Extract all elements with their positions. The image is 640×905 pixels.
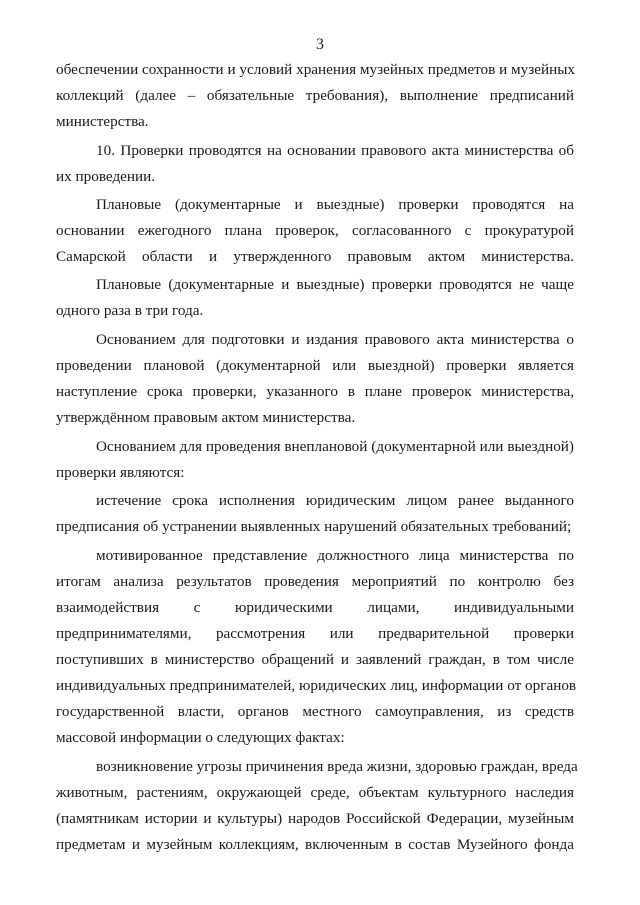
page-number: 3: [316, 36, 324, 53]
text-line: министерства.: [56, 113, 149, 130]
text-line: наступление срока проверки, указанного в плане проверок министерства,: [56, 383, 574, 400]
text-line: индивидуальных предпринимателей, юридических лиц, информации от органов: [56, 677, 577, 694]
text-line: проверки являются:: [56, 464, 185, 481]
text-line: утверждённом правовым актом министерства.: [56, 409, 356, 426]
text-line: взаимодействия с юридическими лицами, индивидуальными: [56, 599, 574, 616]
text-line: истечение срока исполнения юридическим лицом ранее выданного: [96, 492, 574, 509]
text-line: Самарской области и утвержденного правовым актом министерства.: [56, 248, 574, 265]
text-line: массовой информации о следующих фактах:: [56, 729, 345, 746]
text-line: Плановые (документарные и выездные) проверки проводятся на: [96, 196, 574, 213]
text-line: предписания об устранении выявленных нарушений обязательных требований;: [56, 518, 572, 535]
text-line: Плановые (документарные и выездные) проверки проводятся не чаще: [96, 276, 574, 293]
text-line: 10. Проверки проводятся на основании правового акта министерства об: [96, 142, 574, 159]
text-line: Основанием для проведения внеплановой (документарной или выездной): [96, 438, 574, 455]
text-line: обеспечении сохранности и условий хранения музейных предметов и музейных: [56, 61, 575, 78]
text-line: возникновение угрозы причинения вреда жизни, здоровью граждан, вреда: [96, 758, 578, 775]
text-line: предметам и музейным коллекциям, включенным в состав Музейного фонда: [56, 836, 574, 853]
text-line: государственной власти, органов местного самоуправления, из средств: [56, 703, 574, 720]
text-line: (памятникам истории и культуры) народов Российской Федерации, музейным: [56, 810, 574, 827]
text-line: одного раза в три года.: [56, 302, 204, 319]
text-line: итогам анализа результатов проведения мероприятий по контролю без: [56, 573, 574, 590]
text-line: поступивших в министерство обращений и заявлений граждан, в том числе: [56, 651, 574, 668]
text-line: коллекций (далее – обязательные требования), выполнение предписаний: [56, 87, 574, 104]
text-line: их проведении.: [56, 168, 156, 185]
text-line: предпринимателями, рассмотрения или предварительной проверки: [56, 625, 574, 642]
text-line: основании ежегодного плана проверок, согласованного с прокуратурой: [56, 222, 574, 239]
text-line: Основанием для подготовки и издания правового акта министерства о: [96, 331, 574, 348]
text-line: проведении плановой (документарной или выездной) проверки является: [56, 357, 574, 374]
text-line: животным, растениям, окружающей среде, объектам культурного наследия: [56, 784, 574, 801]
text-line: мотивированное представление должностного лица министерства по: [96, 547, 574, 564]
